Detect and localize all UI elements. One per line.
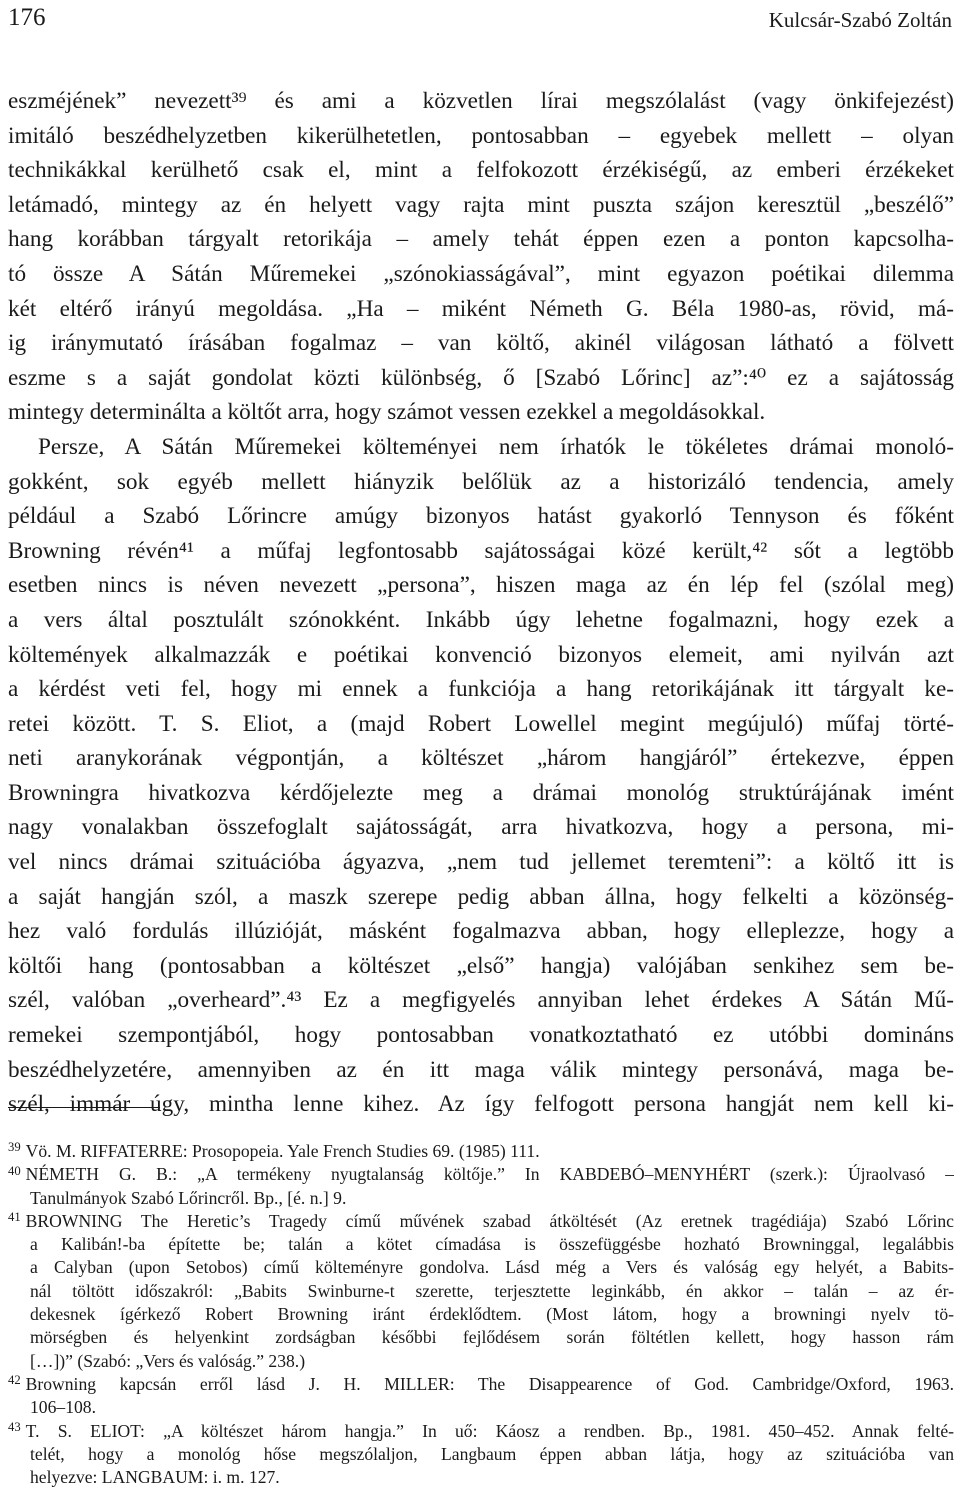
body-line: mintegy determinálta a költőt arra, hogy számot vessen ezekkel a megoldásokkal. bbox=[8, 399, 766, 426]
footnote-text: T. S. ELIOT: „A költészet három hangja.” In uő: Káosz a rendben. Bp., 1981. 450–452. Annak felté- bbox=[25, 1420, 954, 1441]
body-line: szél, valóban „overheard”.⁴³ Ez a megfigyelés annyiban lehet érdekes A Sátán Mű- bbox=[8, 987, 954, 1014]
body-line: szél, immár úgy, mintha lenne kihez. Az így felfogott persona hangját nem kell ki- bbox=[8, 1091, 954, 1118]
running-head-author: Kulcsár-Szabó Zoltán bbox=[768, 8, 952, 32]
footnote-text: nál töltött időszakról: „Babits Swinburne-t szerette, terjesztette leginkább, én akkor – talán – az ér- bbox=[30, 1280, 954, 1301]
body-line: költői hang (pontosabban a költészet „első” hangja) valójában senkihez sem be- bbox=[8, 952, 954, 979]
footnote-text: NÉMETH G. B.: „A termékeny nyugtalanság költője.” In KABDEBÓ–MENYHÉRT (szerk.): Újraolvasó – bbox=[25, 1164, 954, 1185]
footnote-text: Browning kapcsán erről lásd J. H. MILLER: The Disappearence of God. Cambridge/Oxford, 1963. bbox=[25, 1373, 954, 1394]
body-line: hez való fordulás illúzióját, másként fogalmazva abban, hogy elleplezze, hogy a bbox=[8, 918, 954, 945]
footnote-line bbox=[8, 1303, 954, 1326]
footnote-line bbox=[8, 1256, 954, 1279]
footnote-line bbox=[8, 1350, 954, 1373]
footnote-text: dekesnek ígérkező Robert Browning iránt érdeklődtem. (Most látom, hogy a browningi nyelv tö- bbox=[30, 1304, 954, 1325]
body-line: a saját hangján szól, a maszk szerepe pedig abban állna, hogy felkelti a közönség- bbox=[8, 883, 954, 910]
footnote-text: a Calyban (upon Setobos) című költeményre gondolva. Lásd még a Vers és valóság egy helyét, a Babits- bbox=[30, 1257, 954, 1278]
body-line: költemények alkalmazzák e poétikai konvenció bizonyos elemeit, ami nyilván azt bbox=[8, 641, 954, 668]
main-text bbox=[8, 84, 954, 1122]
footnote-line bbox=[8, 1210, 954, 1233]
footnote-line bbox=[8, 1443, 954, 1466]
body-line: hang korábban tárgyalt retorikája – amely tehát éppen ezen a ponton kapcsolha- bbox=[8, 226, 954, 253]
footnote-number: 40 bbox=[8, 1163, 21, 1178]
body-line: vel nincs drámai szituációba ágyazva, „nem tud jellemet teremteni”: a költő itt is bbox=[8, 849, 954, 876]
footnote-line bbox=[8, 1163, 954, 1186]
body-line: ig iránymutató írásában fogalmaz – van költő, akinél világosan látható a fölvett bbox=[8, 330, 954, 357]
body-line: nagy vonalakban összefoglalt sajátosságát, arra hivatkozva, hogy a persona, mi- bbox=[8, 814, 954, 841]
footnote-text: Vö. M. RIFFATERRE: Prosopopeia. Yale French Studies 69. (1985) 111. bbox=[25, 1141, 540, 1161]
footnotes bbox=[8, 1140, 954, 1489]
body-line: Browningra hivatkozva kérdőjelezte meg a drámai monológ struktúrájának imént bbox=[8, 779, 954, 806]
footnote-text: mörségben és helyenkint zordságban későbbi fejlődésem során föltétlen kellett, hogy hasson rám bbox=[30, 1327, 954, 1348]
footnote-line bbox=[8, 1396, 954, 1419]
footnote-text: BROWNING The Heretic’s Tragedy című művének szabad átköltését (Az eretnek tragédiája) Szabó Lőrinc bbox=[25, 1210, 954, 1231]
footnote-number: 42 bbox=[8, 1373, 21, 1388]
body-line: két eltérő irányú megoldása. „Ha – miként Németh G. Béla 1980-as, rövid, má- bbox=[8, 295, 954, 322]
page-number: 176 bbox=[8, 4, 46, 31]
footnote-text: […])” (Szabó: „Vers és valóság.” 238.) bbox=[30, 1350, 306, 1371]
footnote-text: a Kalibán!-ba építette be; talán a kötet címadása is összefüggésbe hozható Browninggal, legalábbis bbox=[30, 1234, 954, 1255]
body-line: remekei szempontjából, hogy pontosabban vonatkoztatható ez utóbbi domináns bbox=[8, 1022, 954, 1049]
footnote-line bbox=[8, 1233, 954, 1256]
body-line: a kérdést veti fel, hogy mi ennek a funkciója a hang retorikájának itt tárgyalt ke- bbox=[8, 676, 954, 703]
body-line: technikákkal kerülhető csak el, mint a felfokozott érzékiségű, az emberi érzékeket bbox=[8, 157, 954, 184]
body-line: neti aranykorának végpontján, a költészet „három hangjáról” értekezve, éppen bbox=[8, 745, 954, 772]
body-line: Persze, A Sátán Műremekei költeményei nem írhatók le tökéletes drámai monoló- bbox=[38, 433, 954, 460]
footnote-text: Tanulmányok Szabó Lőrincről. Bp., [é. n.] 9. bbox=[30, 1187, 347, 1208]
footnote-separator bbox=[8, 1107, 160, 1108]
body-line: például a Szabó Lőrincre amúgy bizonyos hatást gyakorló Tennyson és főként bbox=[8, 503, 954, 530]
footnote-line bbox=[8, 1280, 954, 1303]
body-line: Browning révén⁴¹ a műfaj legfontosabb sajátosságai közé került,⁴² sőt a legtöbb bbox=[8, 537, 954, 564]
body-line: eszméjének” nevezett³⁹ és ami a közvetlen lírai megszólalást (vagy önkifejezést) bbox=[8, 88, 954, 114]
footnote-number: 41 bbox=[8, 1210, 21, 1225]
footnote-number: 39 bbox=[8, 1140, 21, 1155]
body-line: imitáló beszédhelyzetben kikerülhetetlen, pontosabban – egyebek mellett – olyan bbox=[8, 122, 954, 149]
footnote-text: telét, hogy a monológ hőse megszólaljon, Langbaum éppen abban látja, hogy az szituációba van bbox=[30, 1443, 954, 1464]
footnote-line bbox=[8, 1140, 954, 1163]
footnote-line bbox=[8, 1187, 954, 1210]
running-header bbox=[8, 6, 952, 30]
body-line: gokként, sok egyéb mellett hiányzik belőlük az a historizáló tendencia, amely bbox=[8, 468, 954, 495]
body-line: beszédhelyzetére, amennyiben az én itt maga válik mintegy personává, maga be- bbox=[8, 1056, 954, 1083]
body-line: a vers által posztulált szónokként. Inkább úgy lehetne fogalmazni, hogy ezek a bbox=[8, 606, 954, 633]
footnote-number: 43 bbox=[8, 1419, 21, 1434]
footnote-text: 106–108. bbox=[30, 1397, 96, 1418]
footnote-line bbox=[8, 1420, 954, 1443]
footnote-line bbox=[8, 1466, 954, 1489]
body-line: eszme s a saját gondolat közti különbség, ő [Szabó Lőrinc] az”:⁴⁰ ez a sajátosság bbox=[8, 364, 954, 391]
footnote-text: helyezve: LANGBAUM: i. m. 127. bbox=[30, 1467, 280, 1488]
footnote-line bbox=[8, 1373, 954, 1396]
body-line: esetben nincs is néven nevezett „persona”, hiszen maga az én lép fel (szólal meg) bbox=[8, 572, 954, 599]
body-line: letámadó, mintegy az én helyett vagy rajta mint puszta szájon keresztül „beszélő” bbox=[8, 191, 954, 218]
footnote-line bbox=[8, 1326, 954, 1349]
body-line: tó össze A Sátán Műremekei „szónokiasságával”, mint egyazon poétikai dilemma bbox=[8, 260, 954, 287]
body-line: retei között. T. S. Eliot, a (majd Robert Lowellel megint megújuló) műfaj törté- bbox=[8, 710, 954, 737]
